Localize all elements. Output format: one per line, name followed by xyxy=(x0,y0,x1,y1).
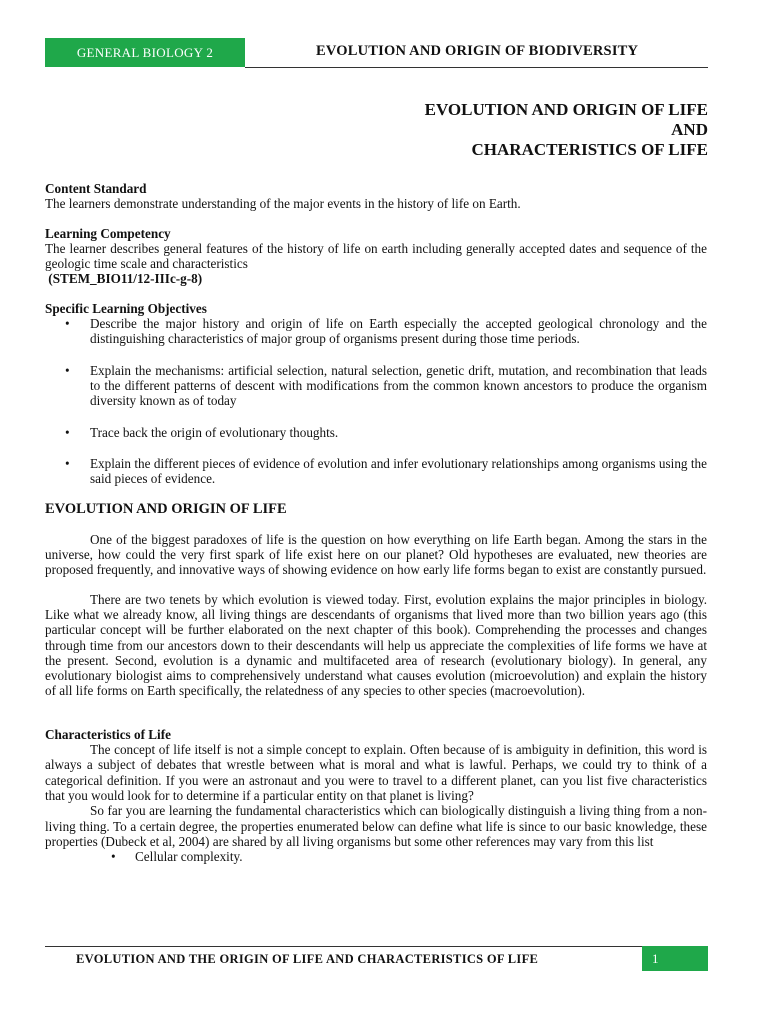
learning-competency-text: The learner describes general features of the history of life on earth including generally accepted dates and sequence of the geologic time scale and characteristics xyxy=(45,240,707,272)
learning-competency-code: (STEM_BIO11/12-IIIc-g-8) xyxy=(45,271,203,287)
objective-text: Describe the major history and origin of life on Earth especially the accepted geological chronology and the distinguishing characteristics of major group of organisms present during those time periods. xyxy=(90,316,707,347)
content-standard-text: The learners demonstrate understanding of the major events in the history of life on Earth. xyxy=(45,196,521,212)
learning-competency-heading: Learning Competency xyxy=(45,225,171,241)
objective-text: Trace back the origin of evolutionary thoughts. xyxy=(90,424,339,440)
characteristic-text: Cellular complexity. xyxy=(135,849,243,865)
list-item xyxy=(45,849,707,864)
objective-text: Explain the different pieces of evidence of evolution and infer evolutionary relationships among organisms using the said pieces of evidence. xyxy=(90,455,707,487)
list-item xyxy=(45,363,707,409)
header-topic-title: EVOLUTION AND ORIGIN OF BIODIVERSITY xyxy=(316,43,639,59)
header-subject-badge xyxy=(45,38,245,67)
characteristics-paragraph-1: The concept of life itself is not a simple concept to explain. Often because of is ambiguity in definition, this word is always a subject of debates that wrestle between what is moral and what is lawful. Perhaps, we could try to think of a categorical definition. If you were an astronaut and you were to travel to a different planet, can you list five characteristics that you would look for to determine if a particular entity on that planet is living? xyxy=(45,742,707,803)
characteristics-list xyxy=(45,849,707,864)
characteristics-paragraph-2: So far you are learning the fundamental characteristics which can biologically distinguish a living thing from a non-living thing. To a certain degree, the properties enumerated below can define what life is since to our basic knowledge, these properties (Dubeck et al, 2004) are shared by all living organisms but some other references may vary from this list xyxy=(45,803,707,849)
bullet-icon: • xyxy=(65,316,70,332)
title-line-2: AND xyxy=(671,120,708,139)
page-number: 1 xyxy=(652,950,659,966)
header-subject-label: GENERAL BIOLOGY 2 xyxy=(76,44,214,60)
content-standard-heading: Content Standard xyxy=(45,181,147,196)
page-number-badge xyxy=(642,946,708,971)
evolution-paragraph-2: There are two tenets by which evolution is viewed today. First, evolution explains the major principles in biology. Like what we already know, all living things are descendants of organisms that lived more than two billion years ago (this particular concept will be further elaborated on the next chapter of this book). Comprehending the processes and changes through time from our ancestors down to their descendants will help us appreciate the complexities of life forms we have at the present. Second, evolution is a dynamic and multifaceted area of research (evolutionary biology). In general, any evolutionary biologist aims to comprehensively understand what causes evolution (microevolution) and explain the history of all life forms on Earth specifically, the relatedness of any species to other species (macroevolution). xyxy=(45,591,707,699)
title-line-3: CHARACTERISTICS OF LIFE xyxy=(471,140,708,159)
objectives-list xyxy=(45,316,707,486)
characteristics-heading: Characteristics of Life xyxy=(45,726,171,742)
objectives-heading: Specific Learning Objectives xyxy=(45,300,207,316)
footer-divider xyxy=(45,946,642,947)
document-title xyxy=(208,100,708,160)
objective-text: Explain the mechanisms: artificial selection, natural selection, genetic drift, mutation, and recombination that leads to the different patterns of descent with modifications from the common known ancestors to produce the organism diversity known as of today xyxy=(90,362,707,409)
header-divider xyxy=(245,67,708,68)
bullet-icon: • xyxy=(65,424,70,440)
title-line-1: EVOLUTION AND ORIGIN OF LIFE xyxy=(424,100,708,119)
bullet-icon: • xyxy=(65,455,70,471)
list-item xyxy=(45,425,707,440)
list-item xyxy=(45,316,707,347)
list-item xyxy=(45,456,707,487)
document-body xyxy=(45,181,707,864)
bullet-icon: • xyxy=(111,849,116,865)
bullet-icon: • xyxy=(65,362,70,378)
evolution-section-heading: EVOLUTION AND ORIGIN OF LIFE xyxy=(45,501,287,518)
evolution-paragraph-1: One of the biggest paradoxes of life is the question on how everything on life Earth began. Among the stars in the universe, how could the very first spark of life exist here on our planet? Old hypotheses are evaluated, new theories are proposed frequently, and innovative ways of showing evidence on how early life forms began to exist are constantly pursued. xyxy=(45,531,707,578)
footer-title: EVOLUTION AND THE ORIGIN OF LIFE AND CHARACTERISTICS OF LIFE xyxy=(76,952,539,966)
